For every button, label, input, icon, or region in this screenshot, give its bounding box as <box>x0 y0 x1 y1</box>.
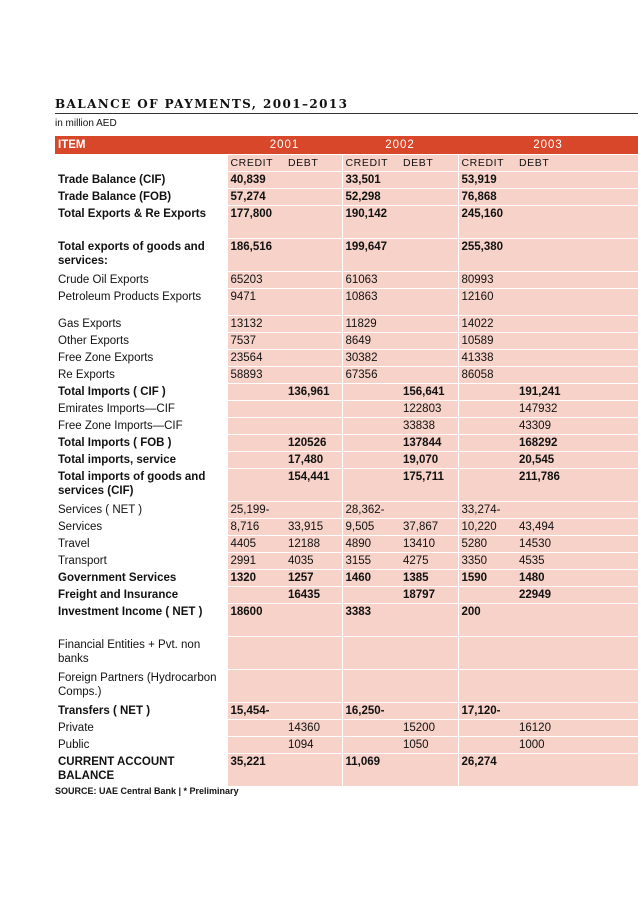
credit-cell-2002 <box>342 418 400 435</box>
debt-cell-2003: 22949 <box>516 587 638 604</box>
table-row <box>55 435 638 452</box>
credit-cell-2002: 8649 <box>342 333 400 350</box>
debt-cell-2002 <box>400 189 458 206</box>
credit-cell-2001 <box>227 435 285 452</box>
debt-cell-2001: 33,915 <box>285 519 342 536</box>
credit-cell-2003: 41338 <box>458 350 516 367</box>
debt-cell-2002: 37,867 <box>400 519 458 536</box>
subheader-debt-2002: DEBT <box>400 155 458 172</box>
table-row <box>55 289 638 316</box>
credit-cell-2003: 80993 <box>458 272 516 289</box>
credit-cell-2003 <box>458 637 516 670</box>
debt-cell-2001: 1094 <box>285 737 342 754</box>
debt-cell-2003 <box>516 637 638 670</box>
credit-cell-2002: 16,250- <box>342 703 400 720</box>
credit-cell-2001: 2991 <box>227 553 285 570</box>
credit-cell-2002: 190,142 <box>342 206 400 239</box>
credit-cell-2003: 5280 <box>458 536 516 553</box>
credit-cell-2002: 3155 <box>342 553 400 570</box>
credit-cell-2002: 1460 <box>342 570 400 587</box>
debt-cell-2003 <box>516 502 638 519</box>
credit-cell-2002: 11,069 <box>342 754 400 787</box>
debt-cell-2001 <box>285 670 342 703</box>
row-label: Foreign Partners (Hydrocarbon Comps.) <box>55 670 227 703</box>
header-row <box>55 136 638 155</box>
credit-cell-2003: 255,380 <box>458 239 516 272</box>
unit-note: in million AED <box>55 118 117 129</box>
credit-cell-2003 <box>458 384 516 401</box>
credit-cell-2001: 23564 <box>227 350 285 367</box>
credit-cell-2003 <box>458 670 516 703</box>
credit-cell-2001 <box>227 469 285 502</box>
debt-cell-2001 <box>285 604 342 637</box>
debt-cell-2001: 1257 <box>285 570 342 587</box>
debt-cell-2002 <box>400 637 458 670</box>
credit-cell-2001: 1320 <box>227 570 285 587</box>
row-label: Transport <box>55 553 227 570</box>
row-label: Services ( NET ) <box>55 502 227 519</box>
credit-cell-2003: 86058 <box>458 367 516 384</box>
credit-cell-2001: 13132 <box>227 316 285 333</box>
subheader-row <box>55 155 638 172</box>
subheader-blank <box>55 155 227 172</box>
table-row <box>55 703 638 720</box>
credit-cell-2002: 61063 <box>342 272 400 289</box>
credit-cell-2001: 25,199- <box>227 502 285 519</box>
debt-cell-2003 <box>516 703 638 720</box>
debt-cell-2002: 13410 <box>400 536 458 553</box>
debt-cell-2001: 136,961 <box>285 384 342 401</box>
debt-cell-2001 <box>285 239 342 272</box>
row-label: Free Zone Exports <box>55 350 227 367</box>
debt-cell-2002: 33838 <box>400 418 458 435</box>
debt-cell-2001: 4035 <box>285 553 342 570</box>
debt-cell-2001 <box>285 418 342 435</box>
debt-cell-2001 <box>285 189 342 206</box>
table-row <box>55 239 638 272</box>
debt-cell-2001: 14360 <box>285 720 342 737</box>
credit-cell-2003 <box>458 452 516 469</box>
table-row <box>55 401 638 418</box>
credit-cell-2002 <box>342 384 400 401</box>
credit-cell-2001: 4405 <box>227 536 285 553</box>
row-label: Free Zone Imports—CIF <box>55 418 227 435</box>
table-row <box>55 502 638 519</box>
debt-cell-2003 <box>516 754 638 787</box>
debt-cell-2001: 120526 <box>285 435 342 452</box>
debt-cell-2003: 1480 <box>516 570 638 587</box>
row-label: Crude Oil Exports <box>55 272 227 289</box>
header-year-2003: 2003 <box>458 136 638 155</box>
credit-cell-2001: 57,274 <box>227 189 285 206</box>
credit-cell-2001 <box>227 670 285 703</box>
credit-cell-2003: 33,274- <box>458 502 516 519</box>
debt-cell-2003: 43309 <box>516 418 638 435</box>
credit-cell-2002: 4890 <box>342 536 400 553</box>
debt-cell-2001 <box>285 367 342 384</box>
subheader-credit-2002: CREDIT <box>342 155 400 172</box>
debt-cell-2003 <box>516 239 638 272</box>
debt-cell-2001: 12188 <box>285 536 342 553</box>
debt-cell-2002: 18797 <box>400 587 458 604</box>
debt-cell-2003 <box>516 289 638 316</box>
credit-cell-2002: 3383 <box>342 604 400 637</box>
table-row <box>55 737 638 754</box>
credit-cell-2002 <box>342 637 400 670</box>
credit-cell-2003: 26,274 <box>458 754 516 787</box>
debt-cell-2002: 15200 <box>400 720 458 737</box>
credit-cell-2003: 17,120- <box>458 703 516 720</box>
debt-cell-2001: 154,441 <box>285 469 342 502</box>
credit-cell-2003 <box>458 469 516 502</box>
credit-cell-2001 <box>227 737 285 754</box>
credit-cell-2001: 18600 <box>227 604 285 637</box>
credit-cell-2002: 33,501 <box>342 172 400 189</box>
row-label: Total Imports ( FOB ) <box>55 435 227 452</box>
table-row <box>55 754 638 787</box>
credit-cell-2003: 10589 <box>458 333 516 350</box>
debt-cell-2001: 17,480 <box>285 452 342 469</box>
credit-cell-2002 <box>342 737 400 754</box>
header-item: ITEM <box>55 136 227 155</box>
debt-cell-2002 <box>400 367 458 384</box>
table-row <box>55 570 638 587</box>
table-row <box>55 536 638 553</box>
subheader-credit-2001: CREDIT <box>227 155 285 172</box>
debt-cell-2001 <box>285 637 342 670</box>
credit-cell-2002: 52,298 <box>342 189 400 206</box>
credit-cell-2001 <box>227 384 285 401</box>
debt-cell-2003 <box>516 189 638 206</box>
credit-cell-2001 <box>227 418 285 435</box>
row-label: Services <box>55 519 227 536</box>
debt-cell-2001 <box>285 206 342 239</box>
debt-cell-2002 <box>400 754 458 787</box>
credit-cell-2003: 3350 <box>458 553 516 570</box>
credit-cell-2002 <box>342 670 400 703</box>
debt-cell-2003: 4535 <box>516 553 638 570</box>
debt-cell-2001 <box>285 172 342 189</box>
row-label: Re Exports <box>55 367 227 384</box>
table-row <box>55 384 638 401</box>
debt-cell-2002 <box>400 206 458 239</box>
credit-cell-2001 <box>227 587 285 604</box>
table-row <box>55 469 638 502</box>
table-row <box>55 604 638 637</box>
row-label: Trade Balance (CIF) <box>55 172 227 189</box>
credit-cell-2002: 28,362- <box>342 502 400 519</box>
credit-cell-2002: 9,505 <box>342 519 400 536</box>
credit-cell-2003: 245,160 <box>458 206 516 239</box>
debt-cell-2003: 1000 <box>516 737 638 754</box>
debt-cell-2003: 16120 <box>516 720 638 737</box>
table-row <box>55 367 638 384</box>
debt-cell-2002: 19,070 <box>400 452 458 469</box>
row-label: Public <box>55 737 227 754</box>
row-label: Investment Income ( NET ) <box>55 604 227 637</box>
debt-cell-2002 <box>400 502 458 519</box>
debt-cell-2002 <box>400 239 458 272</box>
debt-cell-2001 <box>285 350 342 367</box>
credit-cell-2003: 53,919 <box>458 172 516 189</box>
source-note: SOURCE: UAE Central Bank | * Preliminary <box>55 786 239 796</box>
table-row <box>55 418 638 435</box>
row-label: Total imports of goods and services (CIF) <box>55 469 227 502</box>
debt-cell-2002: 122803 <box>400 401 458 418</box>
credit-cell-2001: 58893 <box>227 367 285 384</box>
credit-cell-2001: 177,800 <box>227 206 285 239</box>
debt-cell-2001 <box>285 289 342 316</box>
debt-cell-2001 <box>285 333 342 350</box>
row-label: Travel <box>55 536 227 553</box>
credit-cell-2002 <box>342 720 400 737</box>
debt-cell-2003 <box>516 604 638 637</box>
row-label: Government Services <box>55 570 227 587</box>
subheader-debt-2003: DEBT <box>516 155 638 172</box>
credit-cell-2001 <box>227 401 285 418</box>
row-label: Private <box>55 720 227 737</box>
debt-cell-2003: 191,241 <box>516 384 638 401</box>
credit-cell-2001 <box>227 637 285 670</box>
header-year-2002: 2002 <box>342 136 458 155</box>
credit-cell-2003: 12160 <box>458 289 516 316</box>
credit-cell-2003: 200 <box>458 604 516 637</box>
debt-cell-2001 <box>285 703 342 720</box>
debt-cell-2001 <box>285 502 342 519</box>
table-row <box>55 272 638 289</box>
table-row <box>55 189 638 206</box>
debt-cell-2002: 1050 <box>400 737 458 754</box>
row-label: Transfers ( NET ) <box>55 703 227 720</box>
credit-cell-2002: 30382 <box>342 350 400 367</box>
credit-cell-2002 <box>342 469 400 502</box>
credit-cell-2003: 1590 <box>458 570 516 587</box>
credit-cell-2003 <box>458 418 516 435</box>
row-label: Gas Exports <box>55 316 227 333</box>
row-label: Total exports of goods and services: <box>55 239 227 272</box>
debt-cell-2001: 16435 <box>285 587 342 604</box>
row-label: Total Imports ( CIF ) <box>55 384 227 401</box>
credit-cell-2002: 11829 <box>342 316 400 333</box>
debt-cell-2001 <box>285 272 342 289</box>
debt-cell-2003: 211,786 <box>516 469 638 502</box>
credit-cell-2003 <box>458 401 516 418</box>
table-row <box>55 206 638 239</box>
table-row <box>55 519 638 536</box>
table-row <box>55 553 638 570</box>
row-label: Total imports, service <box>55 452 227 469</box>
table-row <box>55 452 638 469</box>
debt-cell-2002 <box>400 316 458 333</box>
row-label: Emirates Imports—CIF <box>55 401 227 418</box>
debt-cell-2002 <box>400 670 458 703</box>
table-row <box>55 350 638 367</box>
row-label: Freight and Insurance <box>55 587 227 604</box>
credit-cell-2003: 10,220 <box>458 519 516 536</box>
table-row <box>55 316 638 333</box>
debt-cell-2001 <box>285 316 342 333</box>
table-row <box>55 637 638 670</box>
credit-cell-2002: 10863 <box>342 289 400 316</box>
row-label: Trade Balance (FOB) <box>55 189 227 206</box>
header-year-2001: 2001 <box>227 136 342 155</box>
table-title: BALANCE OF PAYMENTS, 2001–2013 <box>55 97 349 111</box>
debt-cell-2003: 20,545 <box>516 452 638 469</box>
debt-cell-2003 <box>516 350 638 367</box>
row-label: Petroleum Products Exports <box>55 289 227 316</box>
debt-cell-2003 <box>516 172 638 189</box>
debt-cell-2002 <box>400 333 458 350</box>
credit-cell-2003 <box>458 720 516 737</box>
debt-cell-2001 <box>285 754 342 787</box>
credit-cell-2002 <box>342 587 400 604</box>
debt-cell-2002: 137844 <box>400 435 458 452</box>
debt-cell-2002 <box>400 604 458 637</box>
subheader-debt-2001: DEBT <box>285 155 342 172</box>
debt-cell-2003 <box>516 316 638 333</box>
row-label: Other Exports <box>55 333 227 350</box>
debt-cell-2001 <box>285 401 342 418</box>
credit-cell-2001: 9471 <box>227 289 285 316</box>
debt-cell-2003: 43,494 <box>516 519 638 536</box>
debt-cell-2002: 175,711 <box>400 469 458 502</box>
table-row <box>55 333 638 350</box>
debt-cell-2003 <box>516 670 638 703</box>
table-row <box>55 172 638 189</box>
credit-cell-2003 <box>458 737 516 754</box>
credit-cell-2001: 40,839 <box>227 172 285 189</box>
debt-cell-2003: 168292 <box>516 435 638 452</box>
title-rule <box>55 113 638 114</box>
credit-cell-2001 <box>227 720 285 737</box>
credit-cell-2001: 8,716 <box>227 519 285 536</box>
credit-cell-2001 <box>227 452 285 469</box>
credit-cell-2002 <box>342 435 400 452</box>
table-row <box>55 720 638 737</box>
debt-cell-2002 <box>400 350 458 367</box>
debt-cell-2003 <box>516 367 638 384</box>
debt-cell-2002 <box>400 289 458 316</box>
debt-cell-2003 <box>516 206 638 239</box>
subheader-credit-2003: CREDIT <box>458 155 516 172</box>
credit-cell-2003: 14022 <box>458 316 516 333</box>
debt-cell-2002: 1385 <box>400 570 458 587</box>
credit-cell-2001: 35,221 <box>227 754 285 787</box>
debt-cell-2003 <box>516 333 638 350</box>
credit-cell-2001: 186,516 <box>227 239 285 272</box>
credit-cell-2003 <box>458 587 516 604</box>
credit-cell-2002 <box>342 452 400 469</box>
row-label: Total Exports & Re Exports <box>55 206 227 239</box>
table-row <box>55 670 638 703</box>
debt-cell-2003: 147932 <box>516 401 638 418</box>
credit-cell-2001: 65203 <box>227 272 285 289</box>
credit-cell-2001: 7537 <box>227 333 285 350</box>
debt-cell-2002 <box>400 703 458 720</box>
table-row <box>55 587 638 604</box>
debt-cell-2003: 14530 <box>516 536 638 553</box>
debt-cell-2002: 4275 <box>400 553 458 570</box>
balance-of-payments-table <box>55 136 638 787</box>
debt-cell-2002 <box>400 272 458 289</box>
debt-cell-2003 <box>516 272 638 289</box>
debt-cell-2002 <box>400 172 458 189</box>
credit-cell-2002 <box>342 401 400 418</box>
credit-cell-2001: 15,454- <box>227 703 285 720</box>
credit-cell-2002: 67356 <box>342 367 400 384</box>
credit-cell-2003 <box>458 435 516 452</box>
credit-cell-2003: 76,868 <box>458 189 516 206</box>
debt-cell-2002: 156,641 <box>400 384 458 401</box>
row-label: Financial Entities + Pvt. non banks <box>55 637 227 670</box>
credit-cell-2002: 199,647 <box>342 239 400 272</box>
row-label: CURRENT ACCOUNT BALANCE <box>55 754 227 787</box>
